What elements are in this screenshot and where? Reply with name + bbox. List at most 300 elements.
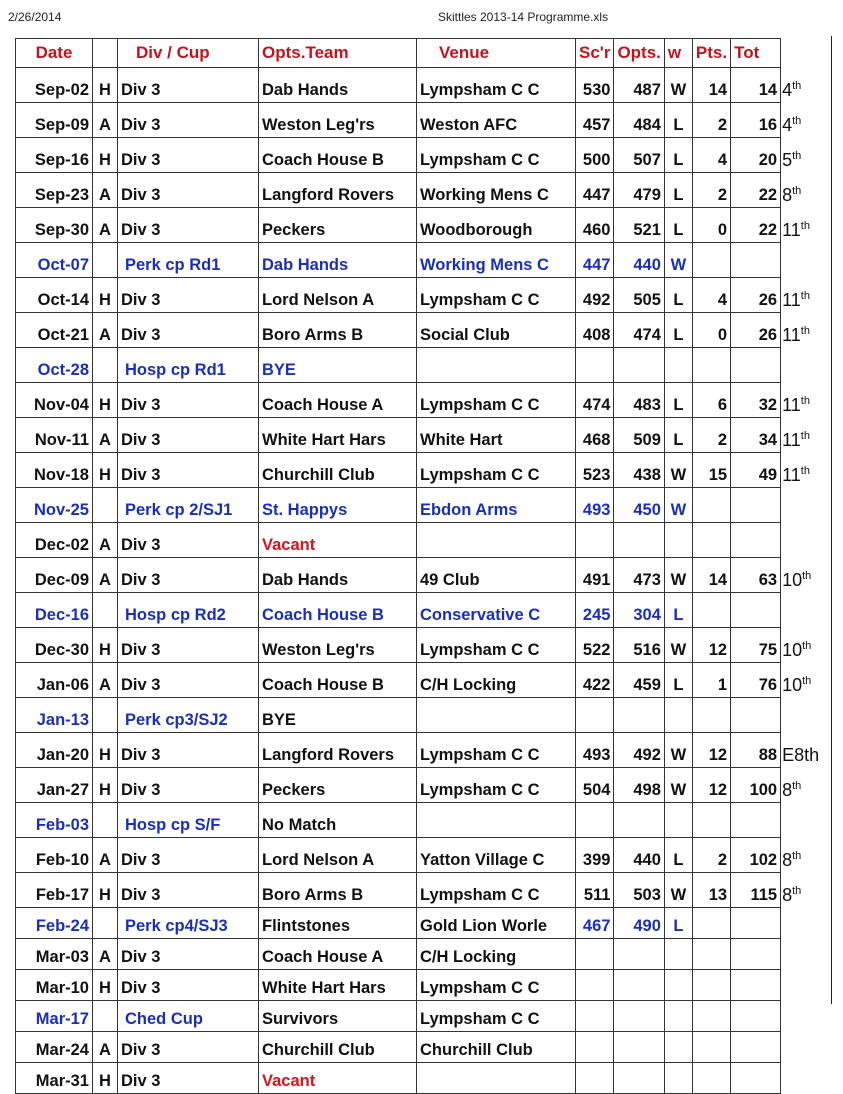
division: Hosp cp S/F bbox=[118, 803, 259, 838]
points bbox=[692, 1063, 730, 1094]
venue: Lympsham C C bbox=[417, 68, 576, 103]
our-score: 493 bbox=[576, 733, 614, 768]
result: L bbox=[664, 383, 692, 418]
fixture-date: Sep-09 bbox=[16, 103, 93, 138]
points: 15 bbox=[692, 453, 730, 488]
league-position bbox=[781, 383, 841, 418]
result: W bbox=[664, 243, 692, 278]
fixture-date: Mar-24 bbox=[16, 1032, 93, 1063]
position-number: E8th bbox=[782, 744, 820, 765]
fixture-date: Mar-10 bbox=[16, 970, 93, 1001]
fixture-date: Sep-30 bbox=[16, 208, 93, 243]
position-suffix: th bbox=[792, 779, 802, 792]
league-position bbox=[781, 908, 841, 939]
position-suffix: th bbox=[800, 429, 810, 442]
total-points: 76 bbox=[731, 663, 781, 698]
our-score: 511 bbox=[576, 873, 614, 908]
division: Div 3 bbox=[118, 768, 259, 803]
our-score: 530 bbox=[576, 68, 614, 103]
fixture-date: Nov-25 bbox=[16, 488, 93, 523]
opponent-score bbox=[614, 803, 664, 838]
venue: Conservative C bbox=[417, 593, 576, 628]
total-points bbox=[731, 348, 781, 383]
col-date: Date bbox=[16, 39, 93, 68]
fixture-date: Jan-13 bbox=[16, 698, 93, 733]
our-score: 504 bbox=[576, 768, 614, 803]
our-score: 467 bbox=[576, 908, 614, 939]
total-points: 34 bbox=[731, 418, 781, 453]
division: Div 3 bbox=[118, 628, 259, 663]
points: 0 bbox=[692, 313, 730, 348]
fixture-date: Feb-03 bbox=[16, 803, 93, 838]
points: 4 bbox=[692, 138, 730, 173]
total-points: 14 bbox=[731, 68, 781, 103]
fixture-row bbox=[16, 68, 841, 103]
venue: Lympsham C C bbox=[417, 1001, 576, 1032]
opponent-score bbox=[614, 970, 664, 1001]
home-away: H bbox=[93, 138, 118, 173]
league-position bbox=[781, 803, 841, 838]
opponent-team: Dab Hands bbox=[259, 558, 417, 593]
home-away: A bbox=[93, 418, 118, 453]
total-points bbox=[731, 488, 781, 523]
points bbox=[692, 488, 730, 523]
result: L bbox=[664, 103, 692, 138]
total-points: 115 bbox=[731, 873, 781, 908]
points: 0 bbox=[692, 208, 730, 243]
result bbox=[664, 1063, 692, 1094]
col-position bbox=[781, 39, 841, 68]
opponent-score: 438 bbox=[614, 453, 664, 488]
points bbox=[692, 939, 730, 970]
result: W bbox=[664, 453, 692, 488]
league-position bbox=[781, 628, 841, 663]
col-points: Pts. bbox=[692, 39, 730, 68]
cup-fixture-row bbox=[16, 698, 841, 733]
our-score: 399 bbox=[576, 838, 614, 873]
venue: Lympsham C C bbox=[417, 383, 576, 418]
opponent-team: Coach House B bbox=[259, 593, 417, 628]
home-away: H bbox=[93, 873, 118, 908]
our-score: 492 bbox=[576, 278, 614, 313]
venue: Working Mens C bbox=[417, 173, 576, 208]
division: Div 3 bbox=[118, 103, 259, 138]
position-number: 8 bbox=[782, 849, 793, 870]
position-number: 11 bbox=[782, 324, 801, 345]
position-number: 11 bbox=[782, 394, 801, 415]
league-position bbox=[781, 68, 841, 103]
total-points bbox=[731, 1001, 781, 1032]
venue bbox=[417, 1063, 576, 1094]
points bbox=[692, 908, 730, 939]
opponent-team: Weston Leg'rs bbox=[259, 628, 417, 663]
opponent-score: 509 bbox=[614, 418, 664, 453]
venue: Ebdon Arms bbox=[417, 488, 576, 523]
fixture-row bbox=[16, 768, 841, 803]
header-row bbox=[16, 39, 841, 68]
fixture-date: Dec-09 bbox=[16, 558, 93, 593]
points: 12 bbox=[692, 628, 730, 663]
result: W bbox=[664, 558, 692, 593]
venue: Yatton Village C bbox=[417, 838, 576, 873]
division: Div 3 bbox=[118, 278, 259, 313]
opponent-team: Churchill Club bbox=[259, 1032, 417, 1063]
division: Perk cp3/SJ2 bbox=[118, 698, 259, 733]
cup-fixture-row bbox=[16, 593, 841, 628]
opponent-score: 473 bbox=[614, 558, 664, 593]
fixture-date: Feb-10 bbox=[16, 838, 93, 873]
division: Div 3 bbox=[118, 313, 259, 348]
league-position bbox=[781, 313, 841, 348]
home-away: A bbox=[93, 173, 118, 208]
total-points: 26 bbox=[731, 313, 781, 348]
opponent-team: Flintstones bbox=[259, 908, 417, 939]
home-away bbox=[93, 803, 118, 838]
home-away: H bbox=[93, 278, 118, 313]
result: L bbox=[664, 908, 692, 939]
opponent-team: Coach House A bbox=[259, 939, 417, 970]
result: W bbox=[664, 733, 692, 768]
venue: C/H Locking bbox=[417, 663, 576, 698]
opponent-score: 492 bbox=[614, 733, 664, 768]
position-suffix: th bbox=[800, 289, 810, 302]
league-position bbox=[781, 523, 841, 558]
our-score: 522 bbox=[576, 628, 614, 663]
division: Div 3 bbox=[118, 733, 259, 768]
league-position bbox=[781, 593, 841, 628]
venue: Lympsham C C bbox=[417, 873, 576, 908]
opponent-score: 490 bbox=[614, 908, 664, 939]
league-position bbox=[781, 208, 841, 243]
opponent-score: 503 bbox=[614, 873, 664, 908]
opponent-score: 483 bbox=[614, 383, 664, 418]
our-score: 447 bbox=[576, 173, 614, 208]
venue: Woodborough bbox=[417, 208, 576, 243]
opponent-score bbox=[614, 939, 664, 970]
col-total: Tot bbox=[731, 39, 781, 68]
opponent-team: St. Happys bbox=[259, 488, 417, 523]
venue: Lympsham C C bbox=[417, 278, 576, 313]
result: L bbox=[664, 173, 692, 208]
position-number: 10 bbox=[782, 674, 803, 695]
league-position bbox=[781, 768, 841, 803]
home-away bbox=[93, 698, 118, 733]
venue: Weston AFC bbox=[417, 103, 576, 138]
home-away: H bbox=[93, 970, 118, 1001]
fixture-date: Feb-17 bbox=[16, 873, 93, 908]
position-suffix: th bbox=[792, 149, 802, 162]
our-score bbox=[576, 523, 614, 558]
division: Div 3 bbox=[118, 208, 259, 243]
points bbox=[692, 593, 730, 628]
points: 13 bbox=[692, 873, 730, 908]
position-suffix: th bbox=[792, 184, 802, 197]
division: Perk cp4/SJ3 bbox=[118, 908, 259, 939]
points bbox=[692, 1032, 730, 1063]
league-position bbox=[781, 939, 841, 970]
position-suffix: th bbox=[792, 884, 802, 897]
venue: Gold Lion Worle bbox=[417, 908, 576, 939]
result: L bbox=[664, 208, 692, 243]
points: 12 bbox=[692, 733, 730, 768]
fixture-date: Sep-23 bbox=[16, 173, 93, 208]
fixture-row bbox=[16, 628, 841, 663]
fixture-date: Jan-20 bbox=[16, 733, 93, 768]
division: Div 3 bbox=[118, 138, 259, 173]
position-number: 11 bbox=[782, 289, 801, 310]
result: L bbox=[664, 313, 692, 348]
home-away: H bbox=[93, 1063, 118, 1094]
cup-fixture-row bbox=[16, 243, 841, 278]
opponent-team: Coach House A bbox=[259, 383, 417, 418]
total-points: 102 bbox=[731, 838, 781, 873]
points bbox=[692, 970, 730, 1001]
fixture-date: Sep-02 bbox=[16, 68, 93, 103]
points: 2 bbox=[692, 838, 730, 873]
fixture-row bbox=[16, 138, 841, 173]
league-position bbox=[781, 970, 841, 1001]
home-away bbox=[93, 1001, 118, 1032]
fixture-date: Oct-21 bbox=[16, 313, 93, 348]
home-away bbox=[93, 348, 118, 383]
home-away: A bbox=[93, 103, 118, 138]
opponent-score bbox=[614, 1001, 664, 1032]
total-points: 16 bbox=[731, 103, 781, 138]
fixture-date: Mar-03 bbox=[16, 939, 93, 970]
division: Div 3 bbox=[118, 418, 259, 453]
total-points bbox=[731, 243, 781, 278]
total-points bbox=[731, 908, 781, 939]
position-suffix: th bbox=[800, 219, 810, 232]
opponent-score: 479 bbox=[614, 173, 664, 208]
cup-fixture-row bbox=[16, 1001, 841, 1032]
total-points: 26 bbox=[731, 278, 781, 313]
fixture-row bbox=[16, 383, 841, 418]
league-position bbox=[781, 243, 841, 278]
fixture-date: Mar-17 bbox=[16, 1001, 93, 1032]
our-score: 523 bbox=[576, 453, 614, 488]
total-points bbox=[731, 970, 781, 1001]
our-score bbox=[576, 1001, 614, 1032]
fixture-row bbox=[16, 453, 841, 488]
our-score: 447 bbox=[576, 243, 614, 278]
league-position bbox=[781, 663, 841, 698]
league-position bbox=[781, 418, 841, 453]
opponent-score: 440 bbox=[614, 838, 664, 873]
home-away bbox=[93, 908, 118, 939]
opponent-score: 516 bbox=[614, 628, 664, 663]
points: 12 bbox=[692, 768, 730, 803]
league-position bbox=[781, 698, 841, 733]
league-position bbox=[781, 103, 841, 138]
total-points: 32 bbox=[731, 383, 781, 418]
league-position bbox=[781, 138, 841, 173]
our-score: 468 bbox=[576, 418, 614, 453]
file-title: Skittles 2013-14 Programme.xls bbox=[438, 10, 609, 24]
venue: Lympsham C C bbox=[417, 453, 576, 488]
opponent-team: Langford Rovers bbox=[259, 173, 417, 208]
fixture-row bbox=[16, 1063, 841, 1094]
home-away: H bbox=[93, 733, 118, 768]
league-position bbox=[781, 488, 841, 523]
opponent-score: 474 bbox=[614, 313, 664, 348]
col-result: w bbox=[664, 39, 692, 68]
our-score bbox=[576, 348, 614, 383]
opponent-score bbox=[614, 1032, 664, 1063]
fixture-row bbox=[16, 103, 841, 138]
fixture-row bbox=[16, 558, 841, 593]
points: 14 bbox=[692, 68, 730, 103]
points: 2 bbox=[692, 103, 730, 138]
fixture-date: Dec-16 bbox=[16, 593, 93, 628]
total-points: 22 bbox=[731, 173, 781, 208]
our-score: 493 bbox=[576, 488, 614, 523]
opponent-score bbox=[614, 1063, 664, 1094]
fixture-row bbox=[16, 838, 841, 873]
home-away: H bbox=[93, 453, 118, 488]
fixture-row bbox=[16, 873, 841, 908]
venue: Lympsham C C bbox=[417, 628, 576, 663]
opponent-team: White Hart Hars bbox=[259, 970, 417, 1001]
home-away: A bbox=[93, 838, 118, 873]
home-away: A bbox=[93, 939, 118, 970]
cup-fixture-row bbox=[16, 348, 841, 383]
position-number: 11 bbox=[782, 464, 801, 485]
league-position bbox=[781, 453, 841, 488]
fixture-date: Mar-31 bbox=[16, 1063, 93, 1094]
venue: Social Club bbox=[417, 313, 576, 348]
home-away: A bbox=[93, 663, 118, 698]
opponent-score: 487 bbox=[614, 68, 664, 103]
position-number: 8 bbox=[782, 779, 793, 800]
opponent-team: Lord Nelson A bbox=[259, 838, 417, 873]
our-score bbox=[576, 970, 614, 1001]
opponent-team: Coach House B bbox=[259, 663, 417, 698]
our-score: 457 bbox=[576, 103, 614, 138]
division: Div 3 bbox=[118, 873, 259, 908]
result bbox=[664, 970, 692, 1001]
league-position bbox=[781, 1063, 841, 1094]
result bbox=[664, 523, 692, 558]
division: Div 3 bbox=[118, 383, 259, 418]
opponent-team: Boro Arms B bbox=[259, 313, 417, 348]
fixture-row bbox=[16, 173, 841, 208]
points bbox=[692, 348, 730, 383]
total-points bbox=[731, 523, 781, 558]
result bbox=[664, 348, 692, 383]
fixture-date: Feb-24 bbox=[16, 908, 93, 939]
position-number: 11 bbox=[782, 429, 801, 450]
position-number: 8 bbox=[782, 184, 793, 205]
points: 2 bbox=[692, 173, 730, 208]
our-score: 408 bbox=[576, 313, 614, 348]
result: L bbox=[664, 138, 692, 173]
division: Perk cp 2/SJ1 bbox=[118, 488, 259, 523]
our-score: 474 bbox=[576, 383, 614, 418]
fixture-date: Dec-30 bbox=[16, 628, 93, 663]
points bbox=[692, 698, 730, 733]
division: Div 3 bbox=[118, 1032, 259, 1063]
opponent-team: Survivors bbox=[259, 1001, 417, 1032]
result: W bbox=[664, 488, 692, 523]
result bbox=[664, 1032, 692, 1063]
venue: Lympsham C C bbox=[417, 138, 576, 173]
position-number: 5 bbox=[782, 149, 793, 170]
position-suffix: th bbox=[802, 639, 812, 652]
fixtures-table bbox=[15, 38, 841, 1094]
cup-fixture-row bbox=[16, 488, 841, 523]
home-away: H bbox=[93, 383, 118, 418]
division: Div 3 bbox=[118, 68, 259, 103]
fixture-date: Oct-28 bbox=[16, 348, 93, 383]
result bbox=[664, 939, 692, 970]
opponent-team: Peckers bbox=[259, 768, 417, 803]
total-points bbox=[731, 939, 781, 970]
opponent-team: Boro Arms B bbox=[259, 873, 417, 908]
position-suffix: th bbox=[802, 569, 812, 582]
result: W bbox=[664, 68, 692, 103]
our-score bbox=[576, 939, 614, 970]
fixture-date: Oct-07 bbox=[16, 243, 93, 278]
result: W bbox=[664, 628, 692, 663]
cup-fixture-row bbox=[16, 908, 841, 939]
our-score: 500 bbox=[576, 138, 614, 173]
fixture-row bbox=[16, 523, 841, 558]
division: Div 3 bbox=[118, 173, 259, 208]
opponent-team: Dab Hands bbox=[259, 68, 417, 103]
position-number: 8 bbox=[782, 884, 793, 905]
division: Div 3 bbox=[118, 523, 259, 558]
total-points: 49 bbox=[731, 453, 781, 488]
position-number: 10 bbox=[782, 639, 803, 660]
venue: Working Mens C bbox=[417, 243, 576, 278]
opponent-score: 304 bbox=[614, 593, 664, 628]
home-away: A bbox=[93, 208, 118, 243]
division: Div 3 bbox=[118, 838, 259, 873]
position-suffix: th bbox=[802, 674, 812, 687]
division: Div 3 bbox=[118, 1063, 259, 1094]
our-score bbox=[576, 803, 614, 838]
opponent-team: White Hart Hars bbox=[259, 418, 417, 453]
venue: White Hart bbox=[417, 418, 576, 453]
opponent-score: 450 bbox=[614, 488, 664, 523]
league-position bbox=[781, 173, 841, 208]
opponent-team: BYE bbox=[259, 698, 417, 733]
col-venue: Venue bbox=[417, 39, 576, 68]
venue: Churchill Club bbox=[417, 1032, 576, 1063]
position-number: 11 bbox=[782, 219, 801, 240]
position-suffix: th bbox=[800, 394, 810, 407]
points bbox=[692, 523, 730, 558]
fixture-date: Nov-04 bbox=[16, 383, 93, 418]
venue: Lympsham C C bbox=[417, 733, 576, 768]
points: 4 bbox=[692, 278, 730, 313]
opponent-team: Peckers bbox=[259, 208, 417, 243]
home-away bbox=[93, 488, 118, 523]
points: 14 bbox=[692, 558, 730, 593]
fixture-row bbox=[16, 418, 841, 453]
total-points bbox=[731, 698, 781, 733]
home-away bbox=[93, 593, 118, 628]
position-number: 4 bbox=[782, 79, 793, 100]
opponent-score: 484 bbox=[614, 103, 664, 138]
result bbox=[664, 1001, 692, 1032]
position-suffix: th bbox=[792, 849, 802, 862]
venue bbox=[417, 348, 576, 383]
home-away: H bbox=[93, 68, 118, 103]
opponent-team: Dab Hands bbox=[259, 243, 417, 278]
result: W bbox=[664, 873, 692, 908]
